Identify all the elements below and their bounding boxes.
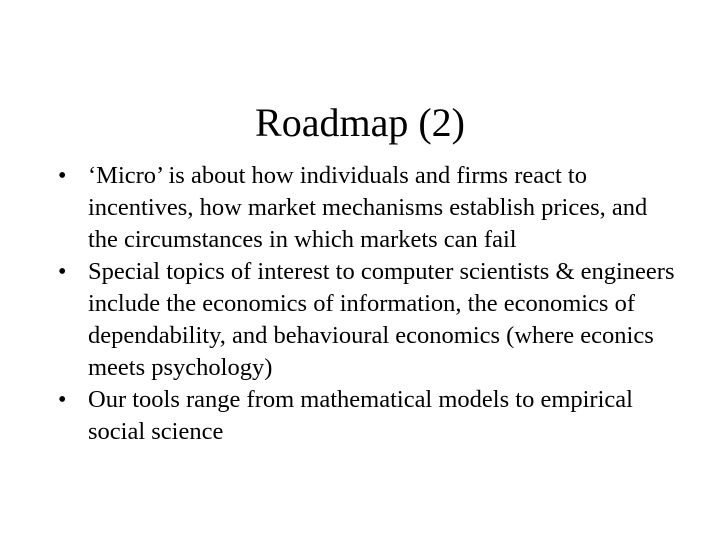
list-item	[58, 256, 678, 384]
bullet-icon: •	[58, 387, 67, 413]
bullet-list	[58, 160, 678, 448]
bullet-text: ‘Micro’ is about how individuals and firms react to incentives, how market mechanisms establish prices, and the circumstances in which markets can fail	[88, 162, 648, 253]
bullet-icon: •	[58, 163, 67, 189]
list-item	[58, 160, 678, 256]
slide-title: Roadmap (2)	[255, 99, 465, 145]
bullet-icon: •	[58, 259, 67, 285]
bullet-text: Special topics of interest to computer scientists & engineers include the economics of information, the economics of dependability, and behavioural economics (where econics meets psychology)	[88, 258, 675, 381]
list-item	[58, 384, 678, 448]
bullet-text: Our tools range from mathematical models to empirical social science	[88, 386, 633, 445]
